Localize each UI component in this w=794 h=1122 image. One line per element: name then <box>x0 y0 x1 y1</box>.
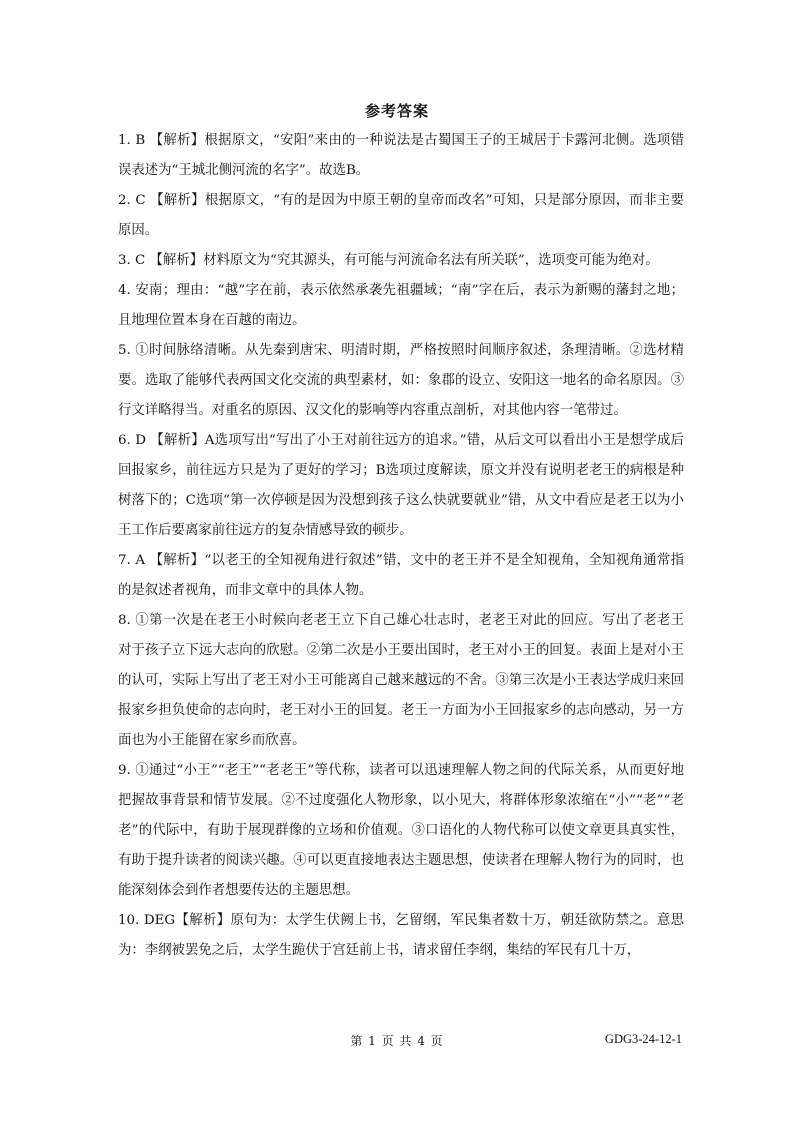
answer-list <box>118 126 684 966</box>
answer-item-1: 1. B 【解析】根据原文，“安阳”来由的一种说法是古蜀国王子的王城居于卡露河北侧。选项错误表述为“王城北侧河流的名字”。故选B。 <box>118 133 684 178</box>
answer-item-6: 6. D 【解析】A选项写出“写出了小王对前往远方的追求。”错，从后文可以看出小王是想学成后回报家乡，前往远方只是为了更好的学习；B选项过度解读，原文并没有说明老老王的病根是种树落下的；C选项“第一次停顿是因为没想到孩子这么快就要就业”错，从文中看应是老王以为小王工作后要离家前往远方的复杂情感导致的顿步。 <box>118 433 684 538</box>
document-code: GDG3-24-12-1 <box>604 1032 682 1046</box>
answer-item-7: 7. A 【解析】“以老王的全知视角进行叙述”错，文中的老王并不是全知视角，全知视角通常指的是叙述者视角，而非文章中的具体人物。 <box>118 553 684 598</box>
answer-item-5: 5. ①时间脉络清晰。从先秦到唐宋、明清时期，严格按照时间顺序叙述，条理清晰。②选材精要。选取了能够代表两国文化交流的典型素材，如：象郡的设立、安阳这一地名的命名原因。③行文详略得当。对重名的原因、汉文化的影响等内容重点剖析，对其他内容一笔带过。 <box>118 343 684 418</box>
answer-item-8: 8. ①第一次是在老王小时候向老老王立下自己雄心壮志时，老老王对此的回应。写出了老老王对于孩子立下远大志向的欣慰。②第二次是小王要出国时，老王对小王的回复。表面上是对小王的认可，实际上写出了老王对小王可能离自己越来越远的不舍。③第三次是小王表达学成归来回报家乡担负使命的志向时，老王对小王的回复。老王一方面为小王回报家乡的志向感动，另一方面也为小王能留在家乡而欣喜。 <box>118 613 684 748</box>
answer-item-4: 4. 安南；理由：“越”字在前，表示依然承袭先祖疆域；“南”字在后，表示为新赐的藩封之地；且地理位置本身在百越的南边。 <box>118 283 684 328</box>
answer-item-3: 3. C 【解析】材料原文为“究其源头，有可能与河流命名法有所关联”，选项变可能为绝对。 <box>118 253 659 268</box>
page-title: 参考答案 <box>364 102 429 120</box>
page-indicator: 第 1 页 共 4 页 <box>350 1034 444 1048</box>
answer-item-10: 10. DEG【解析】原句为：太学生伏阙上书，乞留纲，军民集者数十万，朝廷欲防禁之。意思为：李纲被罢免之后，太学生跪伏于宫廷前上书，请求留任李纲，集结的军民有几十万， <box>118 913 684 958</box>
page-footer <box>0 1032 794 1052</box>
answer-item-2: 2. C 【解析】根据原文，“有的是因为中原王朝的皇帝而改名”可知，只是部分原因，而非主要原因。 <box>118 193 684 238</box>
answer-item-9: 9. ①通过“小王”“老王”“老老王”等代称，读者可以迅速理解人物之间的代际关系，从而更好地把握故事背景和情节发展。②不过度强化人物形象，以小见大，将群体形象浓缩在“小”“老”“老老”的代际中，有助于展现群像的立场和价值观。③口语化的人物代称可以使文章更具真实性，有助于提升读者的阅读兴趣。④可以更直接地表达主题思想，使读者在理解人物行为的同时，也能深刻体会到作者想要传达的主题思想。 <box>118 763 684 898</box>
